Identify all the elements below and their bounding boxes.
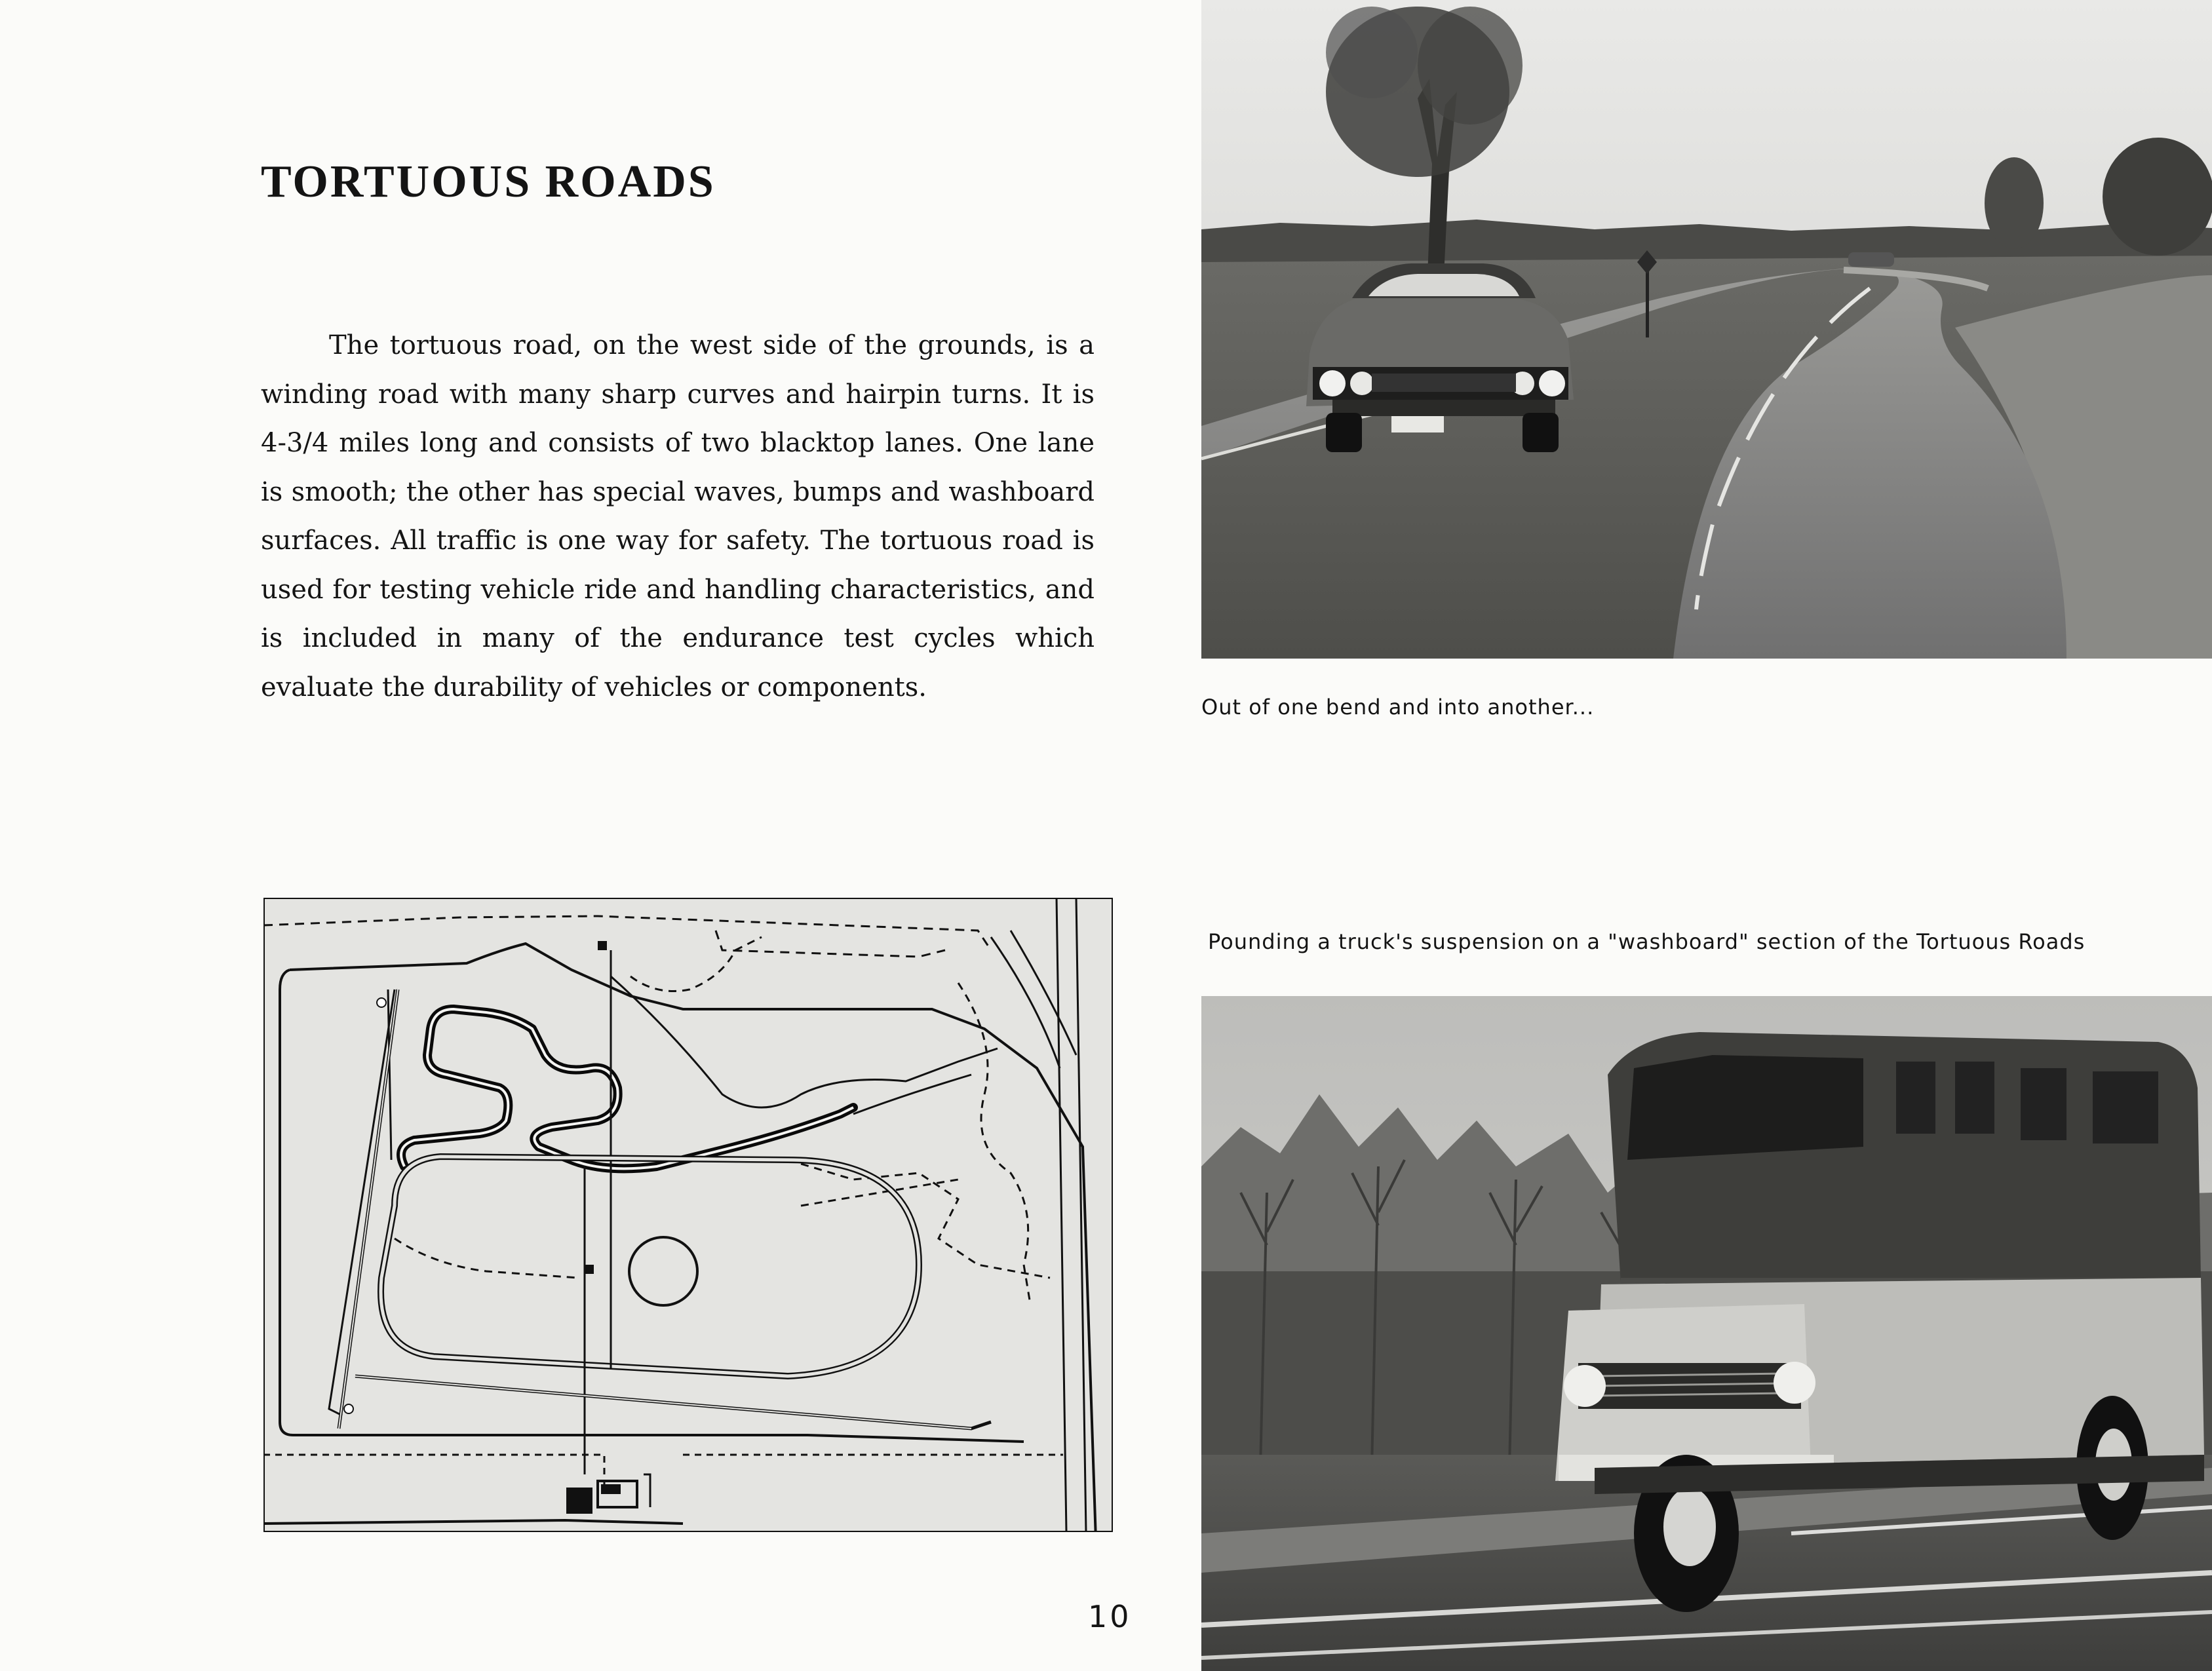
body-paragraph: The tortuous road, on the west side of the grounds, is a winding road with many sharp curves and hairpin turns. It is 4-3/4 miles long and consists of two blacktop lanes. One lane is smooth; the other has special waves, bumps and washboard surfaces. All traffic is one way for safety. The tortuous road is used for testing vehicle ride and handling characteristics, and is included in many of the endurance test cycles which evaluate the durability of vehicles or components.: [261, 330, 1095, 702]
top-photo-caption: Out of one bend and into another...: [1201, 695, 1595, 720]
page-title: TORTUOUS ROADS: [261, 157, 716, 207]
car-on-winding-road-photo: [1201, 0, 2212, 659]
van-on-washboard-road-photo: [1201, 996, 2212, 1671]
bottom-photo-caption: Pounding a truck's suspension on a "washboard" section of the Tortuous Roads: [1208, 929, 2086, 954]
page-number: 10: [1088, 1599, 1132, 1634]
proving-grounds-road-map: [263, 898, 1113, 1532]
